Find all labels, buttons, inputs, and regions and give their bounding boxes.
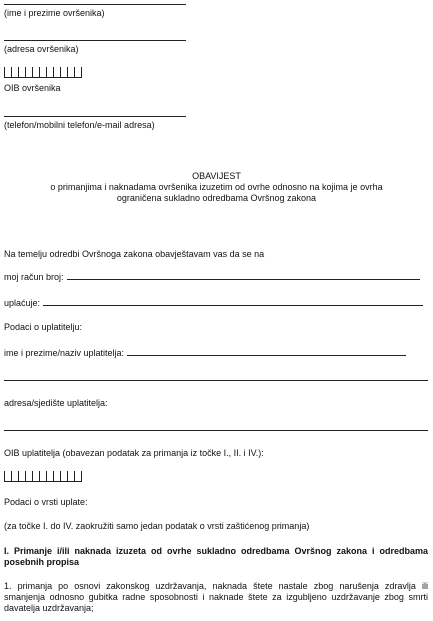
section-1-title: I. Primanje i/ili naknada izuzeta od ovrhe sukladno odredbama Ovršnog zakona i odredbama posebnih propisa <box>4 546 428 567</box>
payer-address-label: adresa/sjedište uplatitelja: <box>4 398 108 408</box>
debtor-name-line[interactable] <box>4 4 186 5</box>
payer-name-row <box>4 347 406 358</box>
paid-field[interactable] <box>43 297 423 306</box>
section-1-item-1: 1. primanja po osnovi zakonskog uzdržavanja, naknada štete nastale zbog narušenja zdravlja ili smanjenja odnosno gubitka radne sposobnosti i naknade štete za izgubljeno uzdržavanje zbog smrti davatelja uzdržavanja; <box>4 581 428 613</box>
account-label: moj račun broj: <box>4 272 64 282</box>
payer-oib-boxes[interactable] <box>4 471 82 481</box>
notice-subtitle-line2: ograničena sukladno odredbama Ovršnog zakona <box>116 193 317 203</box>
payer-data-label: Podaci o uplatitelju: <box>4 322 83 332</box>
debtor-oib-boxes[interactable] <box>4 67 82 77</box>
payment-type-note: (za točke I. do IV. zaokružiti samo jedan podatak o vrsti zaštićenog primanja) <box>4 521 310 531</box>
debtor-name-label: (ime i prezime ovršenika) <box>4 8 105 18</box>
debtor-oib-label: OIB ovršenika <box>4 83 61 93</box>
payer-address-field[interactable] <box>4 430 428 431</box>
account-field[interactable] <box>67 271 420 280</box>
debtor-contact-label: (telefon/mobilni telefon/e-mail adresa) <box>4 120 155 130</box>
payer-name-field-line2[interactable] <box>4 380 428 381</box>
notice-title: OBAVIJEST <box>192 171 241 181</box>
debtor-contact-line[interactable] <box>4 116 186 117</box>
notice-subtitle-line1: o primanjima i naknadama ovršenika izuzetim od ovrhe odnosno na kojima je ovrha <box>50 182 383 192</box>
payer-name-label: ime i prezime/naziv uplatitelja: <box>4 348 125 358</box>
paid-label: uplaćuje: <box>4 298 41 308</box>
intro-text: Na temelju odredbi Ovršnoga zakona obavještavam vas da se na <box>4 249 265 259</box>
payer-name-field[interactable] <box>127 347 406 356</box>
debtor-address-label: (adresa ovršenika) <box>4 44 79 54</box>
paid-row <box>4 297 423 308</box>
payment-type-label: Podaci o vrsti uplate: <box>4 497 88 507</box>
account-row <box>4 271 420 282</box>
payer-oib-label: OIB uplatitelja (obavezan podatak za primanja iz točke I., II. i IV.): <box>4 448 264 458</box>
debtor-address-line[interactable] <box>4 40 186 41</box>
